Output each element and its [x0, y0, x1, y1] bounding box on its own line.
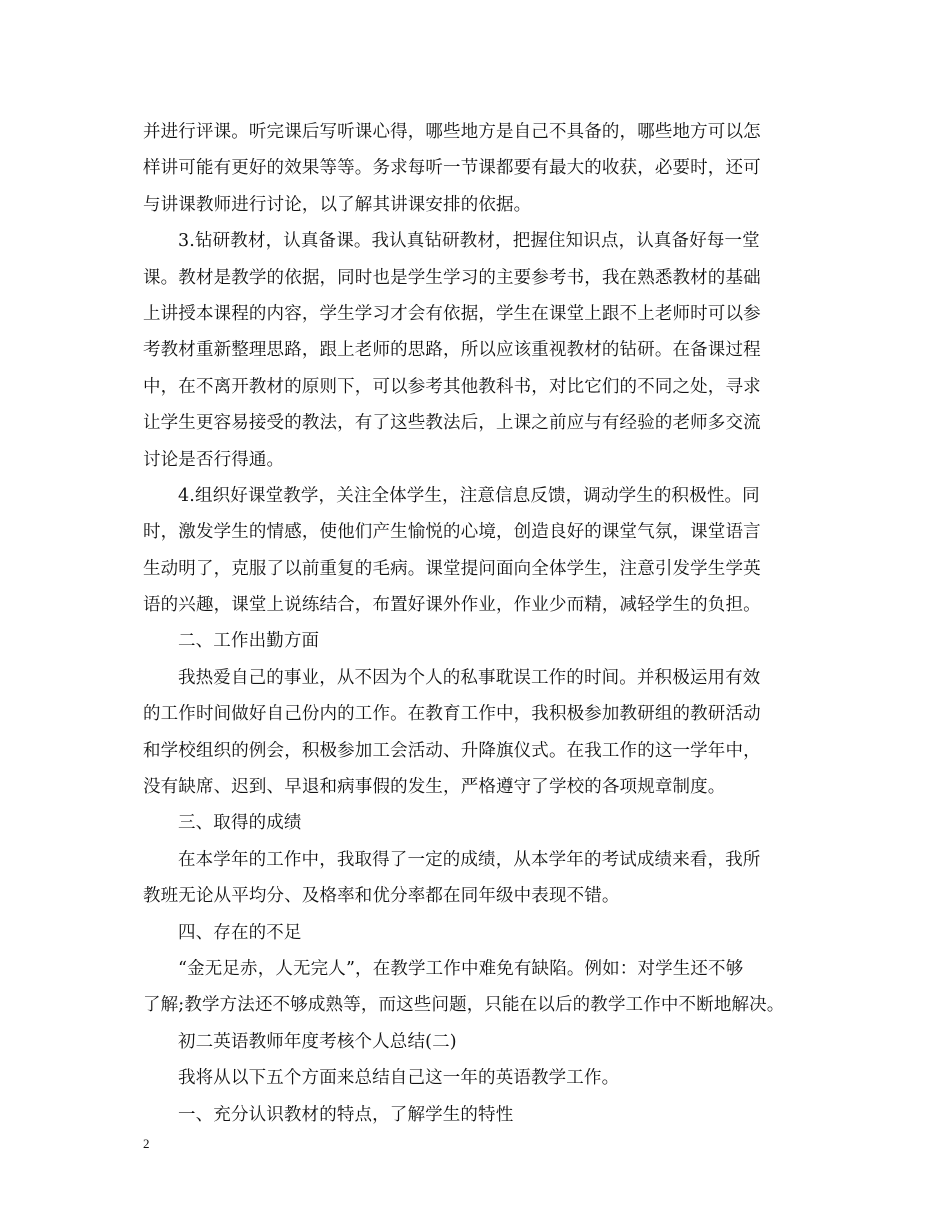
text-line: 讨论是否行得通。: [143, 449, 285, 470]
text-line: 4.组织好课堂教学，关注全体学生，注意信息反馈，调动学生的积极性。同: [178, 485, 760, 506]
text-line: 三、取得的成绩: [178, 813, 302, 834]
page-number: 2: [143, 1136, 150, 1151]
text-line: 考教材重新整理思路，跟上老师的思路，所以应该重视教材的钻研。在备课过程: [143, 340, 761, 361]
text-line: 语的兴趣，课堂上说练结合，布置好课外作业，作业少而精，减轻学生的负担。: [143, 595, 761, 616]
text-line: 生动明了，克服了以前重复的毛病。课堂提问面向全体学生，注意引发学生学英: [143, 558, 761, 579]
text-line: 的工作时间做好自己份内的工作。在教育工作中，我积极参加教研组的教研活动: [143, 704, 761, 725]
text-line: 上讲授本课程的内容，学生学习才会有依据，学生在课堂上跟不上老师时可以参: [143, 303, 761, 324]
text-line: 在本学年的工作中，我取得了一定的成绩，从本学年的考试成绩来看，我所: [178, 849, 761, 870]
text-line: 四、存在的不足: [178, 922, 302, 943]
text-line: “金无足赤，人无完人”，在教学工作中难免有缺陷。例如：对学生还不够: [178, 958, 744, 979]
text-line: 和学校组织的例会，积极参加工会活动、升降旗仪式。在我工作的这一学年中，: [143, 740, 761, 761]
text-line: 课。教材是教学的依据，同时也是学生学习的主要参考书，我在熟悉教材的基础: [143, 267, 761, 288]
text-line: 没有缺席、迟到、早退和病事假的发生，严格遵守了学校的各项规章制度。: [143, 777, 726, 798]
text-line: 初二英语教师年度考核个人总结(二): [178, 1031, 457, 1052]
text-line: 并进行评课。听完课后写听课心得，哪些地方是自己不具备的，哪些地方可以怎: [143, 122, 761, 142]
text-line: 时，激发学生的情感，使他们产生愉悦的心境，创造良好的课堂气氛，课堂语言: [143, 522, 761, 543]
text-line: 了解;教学方法还不够成熟等，而这些问题，只能在以后的教学工作中不断地解决。: [143, 995, 785, 1016]
text-line: 一、充分认识教材的特点，了解学生的特性: [178, 1104, 514, 1125]
text-line: 让学生更容易接受的教法，有了这些教法后，上课之前应与有经验的老师多交流: [143, 413, 761, 434]
text-line: 我热爱自己的事业，从不因为个人的私事耽误工作的时间。并积极运用有效: [178, 667, 761, 688]
text-line: 样讲可能有更好的效果等等。务求每听一节课都要有最大的收获，必要时，还可: [143, 158, 761, 179]
text-line: 与讲课教师进行讨论，以了解其讲课安排的依据。: [143, 194, 532, 215]
body-text: [143, 114, 813, 1133]
text-line: 中，在不离开教材的原则下，可以参考其他教科书，对比它们的不同之处，寻求: [143, 376, 761, 397]
text-line: 我将从以下五个方面来总结自己这一年的英语教学工作。: [178, 1068, 620, 1089]
text-line: 二、工作出勤方面: [178, 631, 320, 652]
text-line: 教班无论从平均分、及格率和优分率都在同年级中表现不错。: [143, 886, 620, 907]
text-line: 3.钻研教材，认真备课。我认真钻研教材，把握住知识点，认真备好每一堂: [178, 231, 760, 252]
